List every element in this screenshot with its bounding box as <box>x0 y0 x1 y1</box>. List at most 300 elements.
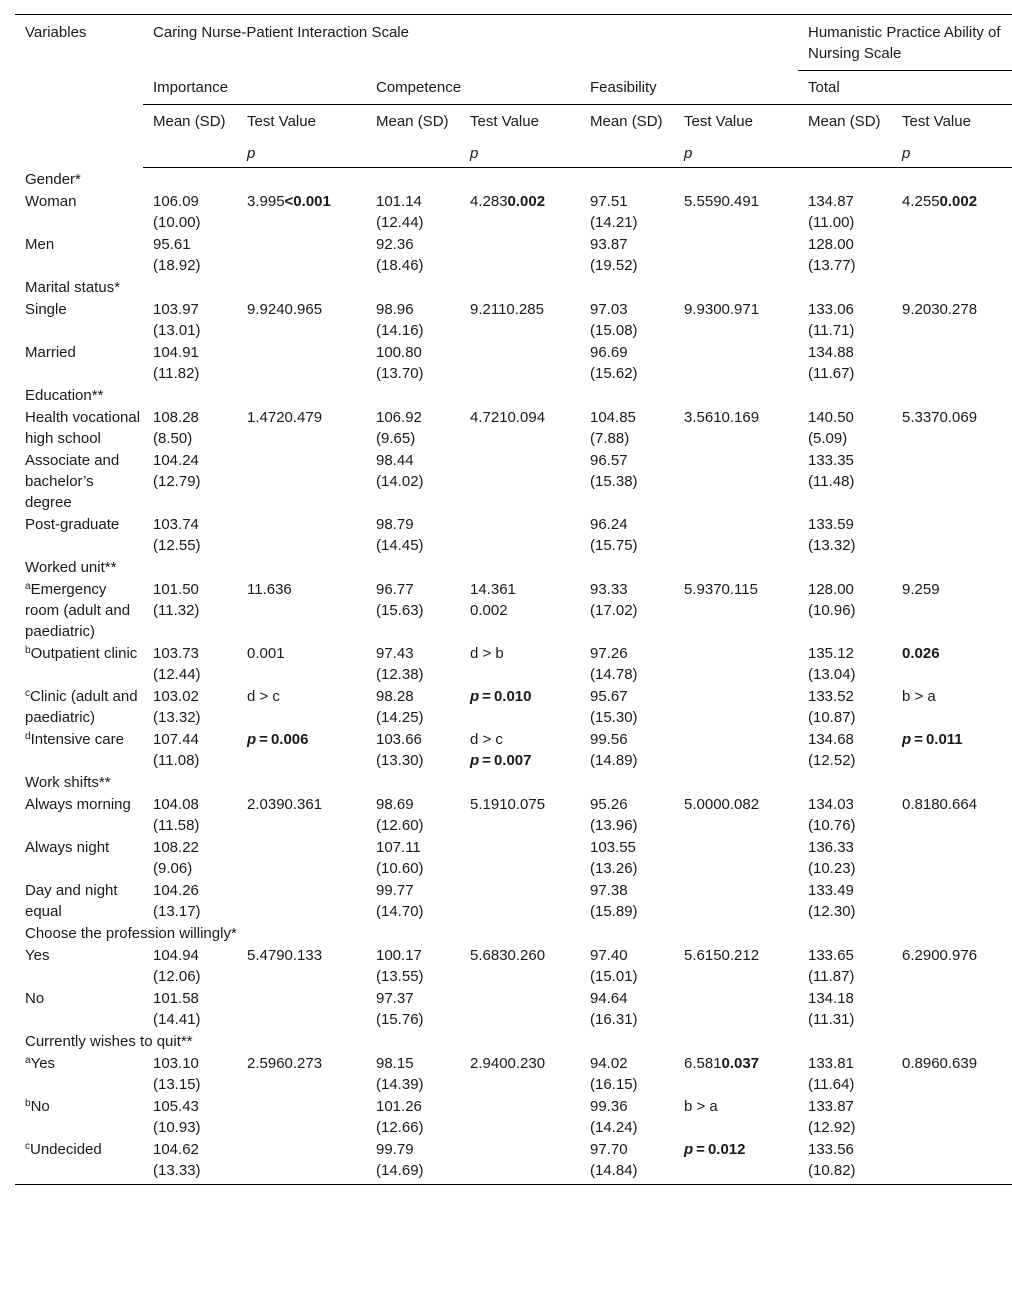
header-row-subscales <box>15 71 1012 105</box>
p-value-significant: 0.037 <box>721 1055 760 1072</box>
row-label-superscript: a <box>25 1055 31 1066</box>
test-value-cell <box>237 685 366 728</box>
test-value: 6.2900.976 <box>902 947 978 964</box>
mean-sd-cell: 134.18 (11.31) <box>808 990 855 1028</box>
mean-sd-cell: 104.85 (7.88) <box>590 409 636 447</box>
test-value-cell <box>237 793 366 836</box>
p-symbol: p <box>684 1141 694 1158</box>
test-value-cell <box>237 449 366 513</box>
table-body <box>15 168 1012 1185</box>
p-value-number: 0.010 <box>493 688 532 705</box>
row-label <box>15 513 143 556</box>
test-value-cell <box>460 406 580 449</box>
test-value: 0.8960.639 <box>902 1055 978 1072</box>
row-label-text: Outpatient clinic <box>30 645 138 662</box>
test-value-cell <box>674 341 798 384</box>
mean-sd-cell: 95.61 (18.92) <box>153 236 201 274</box>
test-value-cell <box>674 406 798 449</box>
test-value: 5.6830.260 <box>470 947 546 964</box>
test-value-cell <box>674 578 798 642</box>
test-value: 4.255 <box>902 193 940 210</box>
section-label <box>15 168 1012 191</box>
test-value-cell <box>892 578 1012 642</box>
mean-sd-cell: 134.68 (12.52) <box>808 731 856 769</box>
p-symbol: p <box>470 688 480 705</box>
p-value-significant: p = 0.006 <box>247 731 309 748</box>
p-label: p <box>247 145 256 162</box>
test-value-cell <box>674 944 798 987</box>
row-label <box>15 1095 143 1138</box>
p-value-number: 0.006 <box>270 731 309 748</box>
mean-sd-cell: 134.87 (11.00) <box>808 193 855 231</box>
mean-sd-cell: 99.36 (14.24) <box>590 1098 638 1136</box>
p-value-significant: p = 0.007 <box>470 752 532 769</box>
test-value-label: Test Value <box>247 113 316 130</box>
mean-sd-cell: 128.00 (10.96) <box>808 581 856 619</box>
table-row <box>15 728 1012 771</box>
mean-sd-cell: 104.08 (11.58) <box>153 796 200 834</box>
mean-sd-cell: 104.62 (13.33) <box>143 1138 237 1185</box>
mean-sd-cell: 133.81 (11.64) <box>808 1055 855 1093</box>
mean-sd-header: Mean (SD) <box>366 105 460 168</box>
table-row <box>15 685 1012 728</box>
test-value: 9.259 <box>902 581 940 598</box>
test-value-cell <box>674 233 798 276</box>
row-label-text: Intensive care <box>30 731 124 748</box>
test-value-cell <box>237 406 366 449</box>
p-label: p <box>902 145 911 162</box>
test-value-cell <box>674 879 798 922</box>
results-table-container <box>15 14 1012 1185</box>
test-value-cell <box>460 728 580 771</box>
table-row <box>15 1095 1012 1138</box>
test-value-cell <box>460 793 580 836</box>
row-label-text: No <box>30 1098 50 1115</box>
header-row-columns <box>15 105 1012 168</box>
mean-sd-cell: 95.26 (13.96) <box>590 796 638 834</box>
test-value-cell <box>460 879 580 922</box>
mean-sd-cell: 94.02 (16.15) <box>590 1055 638 1093</box>
mean-sd-cell: 133.52 (10.87) <box>808 688 856 726</box>
test-value-cell <box>237 233 366 276</box>
test-value: d > c <box>247 688 280 705</box>
row-label-text: Yes <box>25 947 50 964</box>
test-value: 3.995 <box>247 193 285 210</box>
row-label-superscript: c <box>25 1141 30 1152</box>
test-value: 11.636 <box>247 581 292 598</box>
section-row <box>15 168 1012 191</box>
row-label <box>15 449 143 513</box>
row-label <box>15 836 143 879</box>
section-label <box>15 556 1012 578</box>
mean-sd-cell: 98.69 (12.60) <box>376 796 424 834</box>
table-row <box>15 944 1012 987</box>
test-value: 5.4790.133 <box>247 947 323 964</box>
test-value-cell <box>892 1138 1012 1185</box>
p-symbol: p <box>247 731 257 748</box>
section-row <box>15 384 1012 406</box>
section-row <box>15 771 1012 793</box>
test-value: 2.5960.273 <box>247 1055 323 1072</box>
row-label-superscript: b <box>25 645 31 656</box>
section-row <box>15 556 1012 578</box>
row-label-text: Clinic (adult and paediatric) <box>25 688 138 726</box>
test-value: 9.2110.285 <box>470 301 544 318</box>
mean-sd-cell: 98.44 (14.02) <box>376 452 424 490</box>
test-value-cell <box>237 836 366 879</box>
test-value-cell <box>892 513 1012 556</box>
p-value-significant: 0.002 <box>507 193 546 210</box>
test-value-cell <box>892 1052 1012 1095</box>
mean-sd-cell: 97.70 (14.84) <box>580 1138 674 1185</box>
mean-sd-cell: 133.65 (11.87) <box>808 947 855 985</box>
test-value-cell <box>237 728 366 771</box>
total-header: Total <box>798 71 1012 105</box>
row-label-superscript: a <box>25 581 31 592</box>
section-label <box>15 1030 1012 1052</box>
test-value: 2.0390.361 <box>247 796 323 813</box>
row-label-text: Yes <box>30 1055 56 1072</box>
test-value-cell <box>892 298 1012 341</box>
test-value-cell <box>460 836 580 879</box>
mean-sd-cell: 133.49 (12.30) <box>808 882 856 920</box>
mean-sd-cell: 128.00 (13.77) <box>808 236 856 274</box>
test-value-header <box>460 105 580 168</box>
test-value-cell <box>674 987 798 1030</box>
mean-sd-cell: 133.59 (13.32) <box>808 516 856 554</box>
p-value: 0.002 <box>470 602 508 619</box>
p-value-significant: <0.001 <box>284 193 331 210</box>
row-label <box>15 298 143 341</box>
test-value: 6.581 <box>684 1055 722 1072</box>
test-value-cell <box>460 190 580 233</box>
test-value: 4.283 <box>470 193 508 210</box>
p-value-significant: p = 0.012 <box>684 1141 746 1158</box>
p-value-significant: p = 0.011 <box>902 731 963 748</box>
test-value-cell <box>674 449 798 513</box>
mean-sd-cell: 103.73 (12.44) <box>153 645 201 683</box>
test-value-cell <box>674 685 798 728</box>
mean-sd-cell: 101.50 (11.32) <box>153 581 200 619</box>
test-value-cell <box>892 341 1012 384</box>
row-label-superscript: c <box>25 688 30 699</box>
test-value-cell <box>460 1138 580 1185</box>
row-label-superscript: b <box>25 1098 31 1109</box>
mean-sd-cell: 133.87 (12.92) <box>808 1098 856 1136</box>
test-value: 5.1910.075 <box>470 796 546 813</box>
test-value: 5.5590.491 <box>684 193 760 210</box>
row-label-text: Education** <box>25 387 104 404</box>
test-value-cell <box>892 190 1012 233</box>
mean-sd-cell: 106.92 (9.65) <box>376 409 422 447</box>
row-label-text: Worked unit** <box>25 559 117 576</box>
mean-sd-header: Mean (SD) <box>580 105 674 168</box>
test-value-header <box>237 105 366 168</box>
test-value-cell <box>674 1095 798 1138</box>
table-row <box>15 578 1012 642</box>
mean-sd-cell: 99.77 (14.70) <box>376 882 424 920</box>
test-value: 5.6150.212 <box>684 947 760 964</box>
p-symbol: p <box>470 752 480 769</box>
test-value-cell <box>460 298 580 341</box>
mean-sd-cell: 100.17 (13.55) <box>376 947 424 985</box>
row-label-text: Emergency room (adult and paediatric) <box>25 581 131 640</box>
p-value-number: 0.012 <box>707 1141 746 1158</box>
variables-header: Variables <box>15 15 143 71</box>
section-label <box>15 771 1012 793</box>
test-value-cell <box>237 1095 366 1138</box>
mean-sd-cell: 133.06 (11.71) <box>808 301 855 339</box>
table-row <box>15 298 1012 341</box>
test-value-cell <box>674 1138 798 1185</box>
mean-sd-cell: 101.14 (12.44) <box>376 193 424 231</box>
mean-sd-cell: 97.03 (15.08) <box>590 301 638 339</box>
row-label-text: Undecided <box>30 1141 102 1158</box>
row-label-text: Post-graduate <box>25 516 120 533</box>
row-label <box>15 406 143 449</box>
test-value-cell <box>460 987 580 1030</box>
row-label-text: Marital status* <box>25 279 121 296</box>
test-value-cell <box>237 1138 366 1185</box>
p-value-significant: 0.026 <box>902 645 940 662</box>
mean-sd-cell: 135.12 (13.04) <box>808 645 856 683</box>
row-label <box>15 728 143 771</box>
test-value-cell <box>237 1052 366 1095</box>
mean-sd-cell: 108.28 (8.50) <box>153 409 199 447</box>
test-value-label: Test Value <box>902 113 971 130</box>
mean-sd-cell: 101.26 (12.66) <box>376 1098 424 1136</box>
test-value-cell <box>460 1095 580 1138</box>
row-label-text: Woman <box>25 193 77 210</box>
row-label <box>15 1052 143 1095</box>
mean-sd-cell: 103.10 (13.15) <box>153 1055 201 1093</box>
test-value-cell <box>460 685 580 728</box>
test-value-label: Test Value <box>470 113 539 130</box>
p-value-number: 0.007 <box>493 752 532 769</box>
row-label-text: Always morning <box>25 796 131 813</box>
row-label-text: Married <box>25 344 76 361</box>
table-row <box>15 406 1012 449</box>
test-value-cell <box>892 449 1012 513</box>
table-row <box>15 987 1012 1030</box>
mean-sd-cell: 134.03 (10.76) <box>808 796 856 834</box>
test-value-cell <box>674 728 798 771</box>
test-value-cell <box>237 513 366 556</box>
test-value: 14.361 <box>470 581 516 598</box>
row-label <box>15 1138 143 1185</box>
test-value: b > a <box>902 688 936 705</box>
mean-sd-cell: 107.11 (10.60) <box>376 839 424 877</box>
competence-header: Competence <box>366 71 580 105</box>
p-label: p <box>470 145 479 162</box>
test-value-label: Test Value <box>684 113 753 130</box>
test-value-cell <box>892 879 1012 922</box>
test-value: 5.9370.115 <box>684 581 758 598</box>
section-label <box>15 276 1012 298</box>
test-value-cell <box>674 513 798 556</box>
mean-sd-cell: 104.26 (13.17) <box>153 882 201 920</box>
test-value-cell <box>674 793 798 836</box>
mean-sd-cell: 140.50 (5.09) <box>808 409 854 447</box>
test-value-cell <box>892 836 1012 879</box>
test-value-cell <box>237 944 366 987</box>
mean-sd-cell: 105.43 (10.93) <box>153 1098 201 1136</box>
mean-sd-header: Mean (SD) <box>798 105 892 168</box>
mean-sd-cell: 100.80 (13.70) <box>376 344 424 382</box>
test-value-cell <box>674 298 798 341</box>
p-label: p <box>684 145 693 162</box>
row-label-text: Day and night equal <box>25 882 118 920</box>
test-value-cell <box>892 987 1012 1030</box>
mean-sd-header: Mean (SD) <box>143 105 237 168</box>
test-value-cell <box>237 642 366 685</box>
table-row <box>15 449 1012 513</box>
row-label <box>15 944 143 987</box>
header-row-scales <box>15 15 1012 71</box>
test-value-cell <box>460 1052 580 1095</box>
p-symbol: p <box>902 731 912 748</box>
test-value-cell <box>460 578 580 642</box>
row-label-text: Single <box>25 301 67 318</box>
mean-sd-cell: 95.67 (15.30) <box>590 688 638 726</box>
test-value-cell <box>460 513 580 556</box>
test-value: 5.3370.069 <box>902 409 978 426</box>
test-value-cell <box>892 685 1012 728</box>
test-value-cell <box>460 449 580 513</box>
mean-sd-cell: 136.33 (10.23) <box>808 839 856 877</box>
row-label-text: Men <box>25 236 55 253</box>
mean-sd-cell: 99.56 (14.89) <box>590 731 638 769</box>
row-label <box>15 341 143 384</box>
test-value-header <box>674 105 798 168</box>
test-value-cell <box>892 1095 1012 1138</box>
mean-sd-cell: 99.79 (14.69) <box>366 1138 460 1185</box>
mean-sd-cell: 103.02 (13.32) <box>153 688 201 726</box>
row-label <box>15 578 143 642</box>
mean-sd-cell: 96.69 (15.62) <box>590 344 638 382</box>
mean-sd-cell: 96.24 (15.75) <box>590 516 638 554</box>
results-table <box>15 14 1012 1185</box>
mean-sd-cell: 104.94 (12.06) <box>153 947 201 985</box>
mean-sd-cell: 103.66 (13.30) <box>376 731 424 769</box>
mean-sd-cell: 97.37 (15.76) <box>376 990 424 1028</box>
mean-sd-cell: 104.91 (11.82) <box>153 344 200 382</box>
test-value-cell <box>674 190 798 233</box>
feasibility-header: Feasibility <box>580 71 798 105</box>
mean-sd-cell: 107.44 (11.08) <box>153 731 200 769</box>
mean-sd-cell: 133.35 (11.48) <box>808 452 855 490</box>
table-row <box>15 1052 1012 1095</box>
test-value: 5.0000.082 <box>684 796 760 813</box>
test-value: d > b <box>470 645 504 662</box>
table-row <box>15 513 1012 556</box>
test-value-cell <box>892 793 1012 836</box>
test-value: 0.8180.664 <box>902 796 978 813</box>
mean-sd-cell: 97.51 (14.21) <box>590 193 638 231</box>
p-value-significant: p = 0.010 <box>470 688 532 705</box>
row-label <box>15 987 143 1030</box>
test-value-cell <box>892 642 1012 685</box>
test-value-cell <box>674 1052 798 1095</box>
mean-sd-cell: 96.57 (15.38) <box>590 452 638 490</box>
test-value-cell <box>892 233 1012 276</box>
row-label-text: Work shifts** <box>25 774 111 791</box>
row-label <box>15 642 143 685</box>
row-label-text: No <box>25 990 45 1007</box>
mean-sd-cell: 133.56 (10.82) <box>798 1138 892 1185</box>
row-label-text: Health vocational high school <box>25 409 141 447</box>
row-label <box>15 879 143 922</box>
mean-sd-cell: 97.40 (15.01) <box>590 947 638 985</box>
test-value: 9.9300.971 <box>684 301 760 318</box>
mean-sd-cell: 98.96 (14.16) <box>376 301 424 339</box>
section-row <box>15 1030 1012 1052</box>
row-label-superscript: d <box>25 731 31 742</box>
test-value-cell <box>460 944 580 987</box>
test-value-cell <box>460 233 580 276</box>
table-row <box>15 190 1012 233</box>
test-value: 2.9400.230 <box>470 1055 546 1072</box>
mean-sd-cell: 104.24 (12.79) <box>153 452 201 490</box>
row-label-text: Currently wishes to quit** <box>25 1033 193 1050</box>
test-value-cell <box>892 406 1012 449</box>
mean-sd-cell: 98.28 (14.25) <box>376 688 424 726</box>
row-label-text: Associate and bachelor’s degree <box>25 452 120 511</box>
mean-sd-cell: 98.15 (14.39) <box>376 1055 424 1093</box>
mean-sd-cell: 106.09 (10.00) <box>153 193 201 231</box>
row-label <box>15 685 143 728</box>
mean-sd-cell: 98.79 (14.45) <box>376 516 424 554</box>
p-value-number: 0.011 <box>925 731 963 748</box>
test-value-cell <box>237 341 366 384</box>
row-label <box>15 190 143 233</box>
table-row <box>15 793 1012 836</box>
test-value: 3.5610.169 <box>684 409 760 426</box>
test-value-cell <box>237 190 366 233</box>
test-value-cell <box>460 642 580 685</box>
test-value: d > c <box>470 731 503 748</box>
test-value-cell <box>237 879 366 922</box>
test-value: 1.4720.479 <box>247 409 323 426</box>
section-row <box>15 276 1012 298</box>
test-value: 9.9240.965 <box>247 301 323 318</box>
mean-sd-cell: 103.74 (12.55) <box>153 516 201 554</box>
scale2-header: Humanistic Practice Ability of Nursing Scale <box>798 15 1012 71</box>
test-value: 0.001 <box>247 645 285 662</box>
table-row <box>15 879 1012 922</box>
row-label <box>15 233 143 276</box>
scale1-header: Caring Nurse-Patient Interaction Scale <box>143 15 798 71</box>
row-label-text: Gender* <box>25 171 81 188</box>
test-value-cell <box>892 944 1012 987</box>
mean-sd-cell: 92.36 (18.46) <box>376 236 424 274</box>
test-value-cell <box>892 728 1012 771</box>
test-value-cell <box>237 578 366 642</box>
row-label <box>15 793 143 836</box>
row-label-text: Choose the profession willingly* <box>25 925 237 942</box>
mean-sd-cell: 96.77 (15.63) <box>376 581 424 619</box>
test-value-cell <box>674 836 798 879</box>
importance-header: Importance <box>143 71 366 105</box>
test-value-cell <box>460 341 580 384</box>
table-row <box>15 341 1012 384</box>
mean-sd-cell: 103.55 (13.26) <box>590 839 638 877</box>
p-value-significant: 0.002 <box>939 193 978 210</box>
mean-sd-cell: 93.87 (19.52) <box>590 236 638 274</box>
mean-sd-cell: 108.22 (9.06) <box>153 839 199 877</box>
test-value: 4.7210.094 <box>470 409 546 426</box>
test-value: b > a <box>684 1098 718 1115</box>
